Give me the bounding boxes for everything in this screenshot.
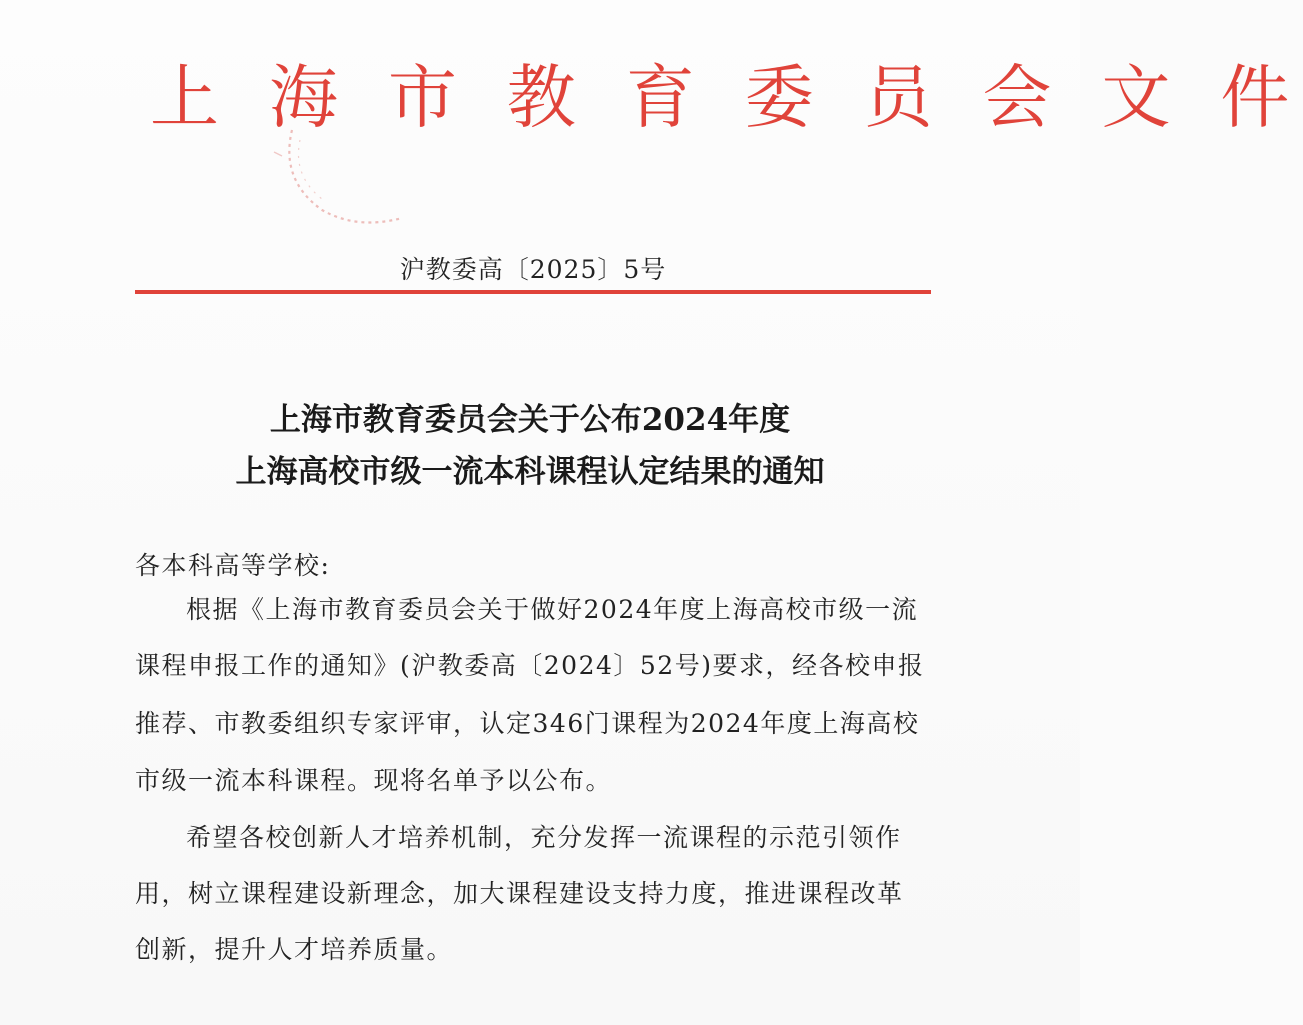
paragraph-1-line-3: 推荐、市教委组织专家评审，认定346门课程为2024年度上海高校 — [135, 709, 920, 738]
paragraph-1-line-4: 市级一流本科课程。现将名单予以公布。 — [135, 766, 613, 795]
paragraph-2-line-2: 用，树立课程建设新理念，加大课程建设支持力度，推进课程改革 — [135, 879, 904, 908]
notice-title-line-2: 上海高校市级一流本科课程认定结果的通知 — [235, 454, 825, 490]
paragraph-1-line-2: 课程申报工作的通知》(沪教委高〔2024〕52号)要求，经各校申报 — [135, 651, 925, 680]
notice-title-line-1: 上海市教育委员会关于公布2024年度 — [269, 402, 791, 438]
paragraph-2-line-1: 希望各校创新人才培养机制，充分发挥一流课程的示范引领作 — [186, 823, 902, 852]
salutation: 各本科高等学校: — [135, 551, 331, 580]
paragraph-2-line-3: 创新，提升人才培养质量。 — [135, 935, 454, 964]
paragraph-1-line-1: 根据《上海市教育委员会关于做好2024年度上海高校市级一流 — [186, 595, 919, 624]
red-divider-rule — [135, 290, 931, 294]
issuer-header-title: 上 海 市 教 育 委 员 会 文 件 — [150, 58, 1303, 138]
document-number: 沪教委高〔2025〕5号 — [399, 255, 667, 284]
